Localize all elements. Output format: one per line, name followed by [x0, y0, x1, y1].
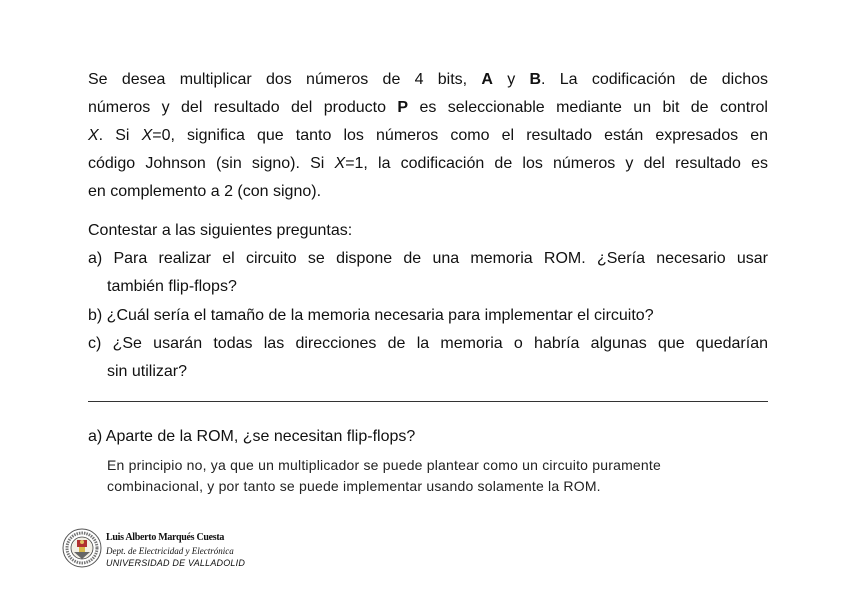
question-c-cont: sin utilizar?	[107, 363, 188, 380]
text: números y del resultado del producto	[88, 99, 398, 116]
text: . Si	[98, 127, 142, 144]
var-x: X	[334, 155, 346, 172]
question-a-cont: también flip-flops?	[107, 278, 237, 295]
answer-heading: a) Aparte de la ROM, ¿se necesitan flip-flops?	[88, 428, 416, 445]
intro-line-5: en complemento a 2 (con signo).	[88, 183, 322, 200]
questions-header: Contestar a las siguientes preguntas:	[88, 222, 353, 239]
author-name: Luis Alberto Marqués Cuesta	[106, 532, 225, 543]
text: y	[492, 71, 530, 88]
question-b: b) ¿Cuál sería el tamaño de la memoria necesaria para implementar el circuito?	[88, 307, 654, 324]
answer-line-1: En principio no, ya que un multiplicador se puede plantear como un circuito puramente	[107, 457, 661, 473]
var-x: X	[88, 127, 99, 144]
divider	[88, 401, 768, 402]
question-c: c) ¿Se usarán todas las direcciones de la memoria o habría algunas que quedarían	[88, 335, 768, 352]
intro-line-2	[88, 98, 768, 118]
text: =0, significa que tanto los números como el resultado están expresados en	[152, 127, 769, 144]
var-a: A	[481, 71, 493, 88]
text: =1, la codificación de los números y del resultado es	[345, 155, 768, 172]
intro-line-1	[88, 70, 768, 90]
var-b: B	[529, 71, 542, 88]
question-a: a) Para realizar el circuito se dispone de una memoria ROM. ¿Sería necesario usar	[88, 250, 768, 267]
answer-line-2: combinacional, y por tanto se puede implementar usando solamente la ROM.	[107, 478, 601, 494]
var-x: X	[141, 127, 153, 144]
university-name: UNIVERSIDAD DE VALLADOLID	[106, 558, 246, 568]
text: código Johnson (sin signo). Si	[88, 155, 335, 172]
text: Se desea multiplicar dos números de 4 bits,	[88, 71, 482, 88]
text: . La codificación de dichos	[541, 71, 768, 88]
intro-line-4	[88, 154, 768, 174]
university-seal-logo	[62, 528, 102, 568]
department: Dept. de Electricidad y Electrónica	[106, 546, 234, 556]
text: es seleccionable mediante un bit de control	[408, 99, 768, 116]
intro-line-3	[88, 126, 768, 146]
var-p: P	[397, 99, 409, 116]
